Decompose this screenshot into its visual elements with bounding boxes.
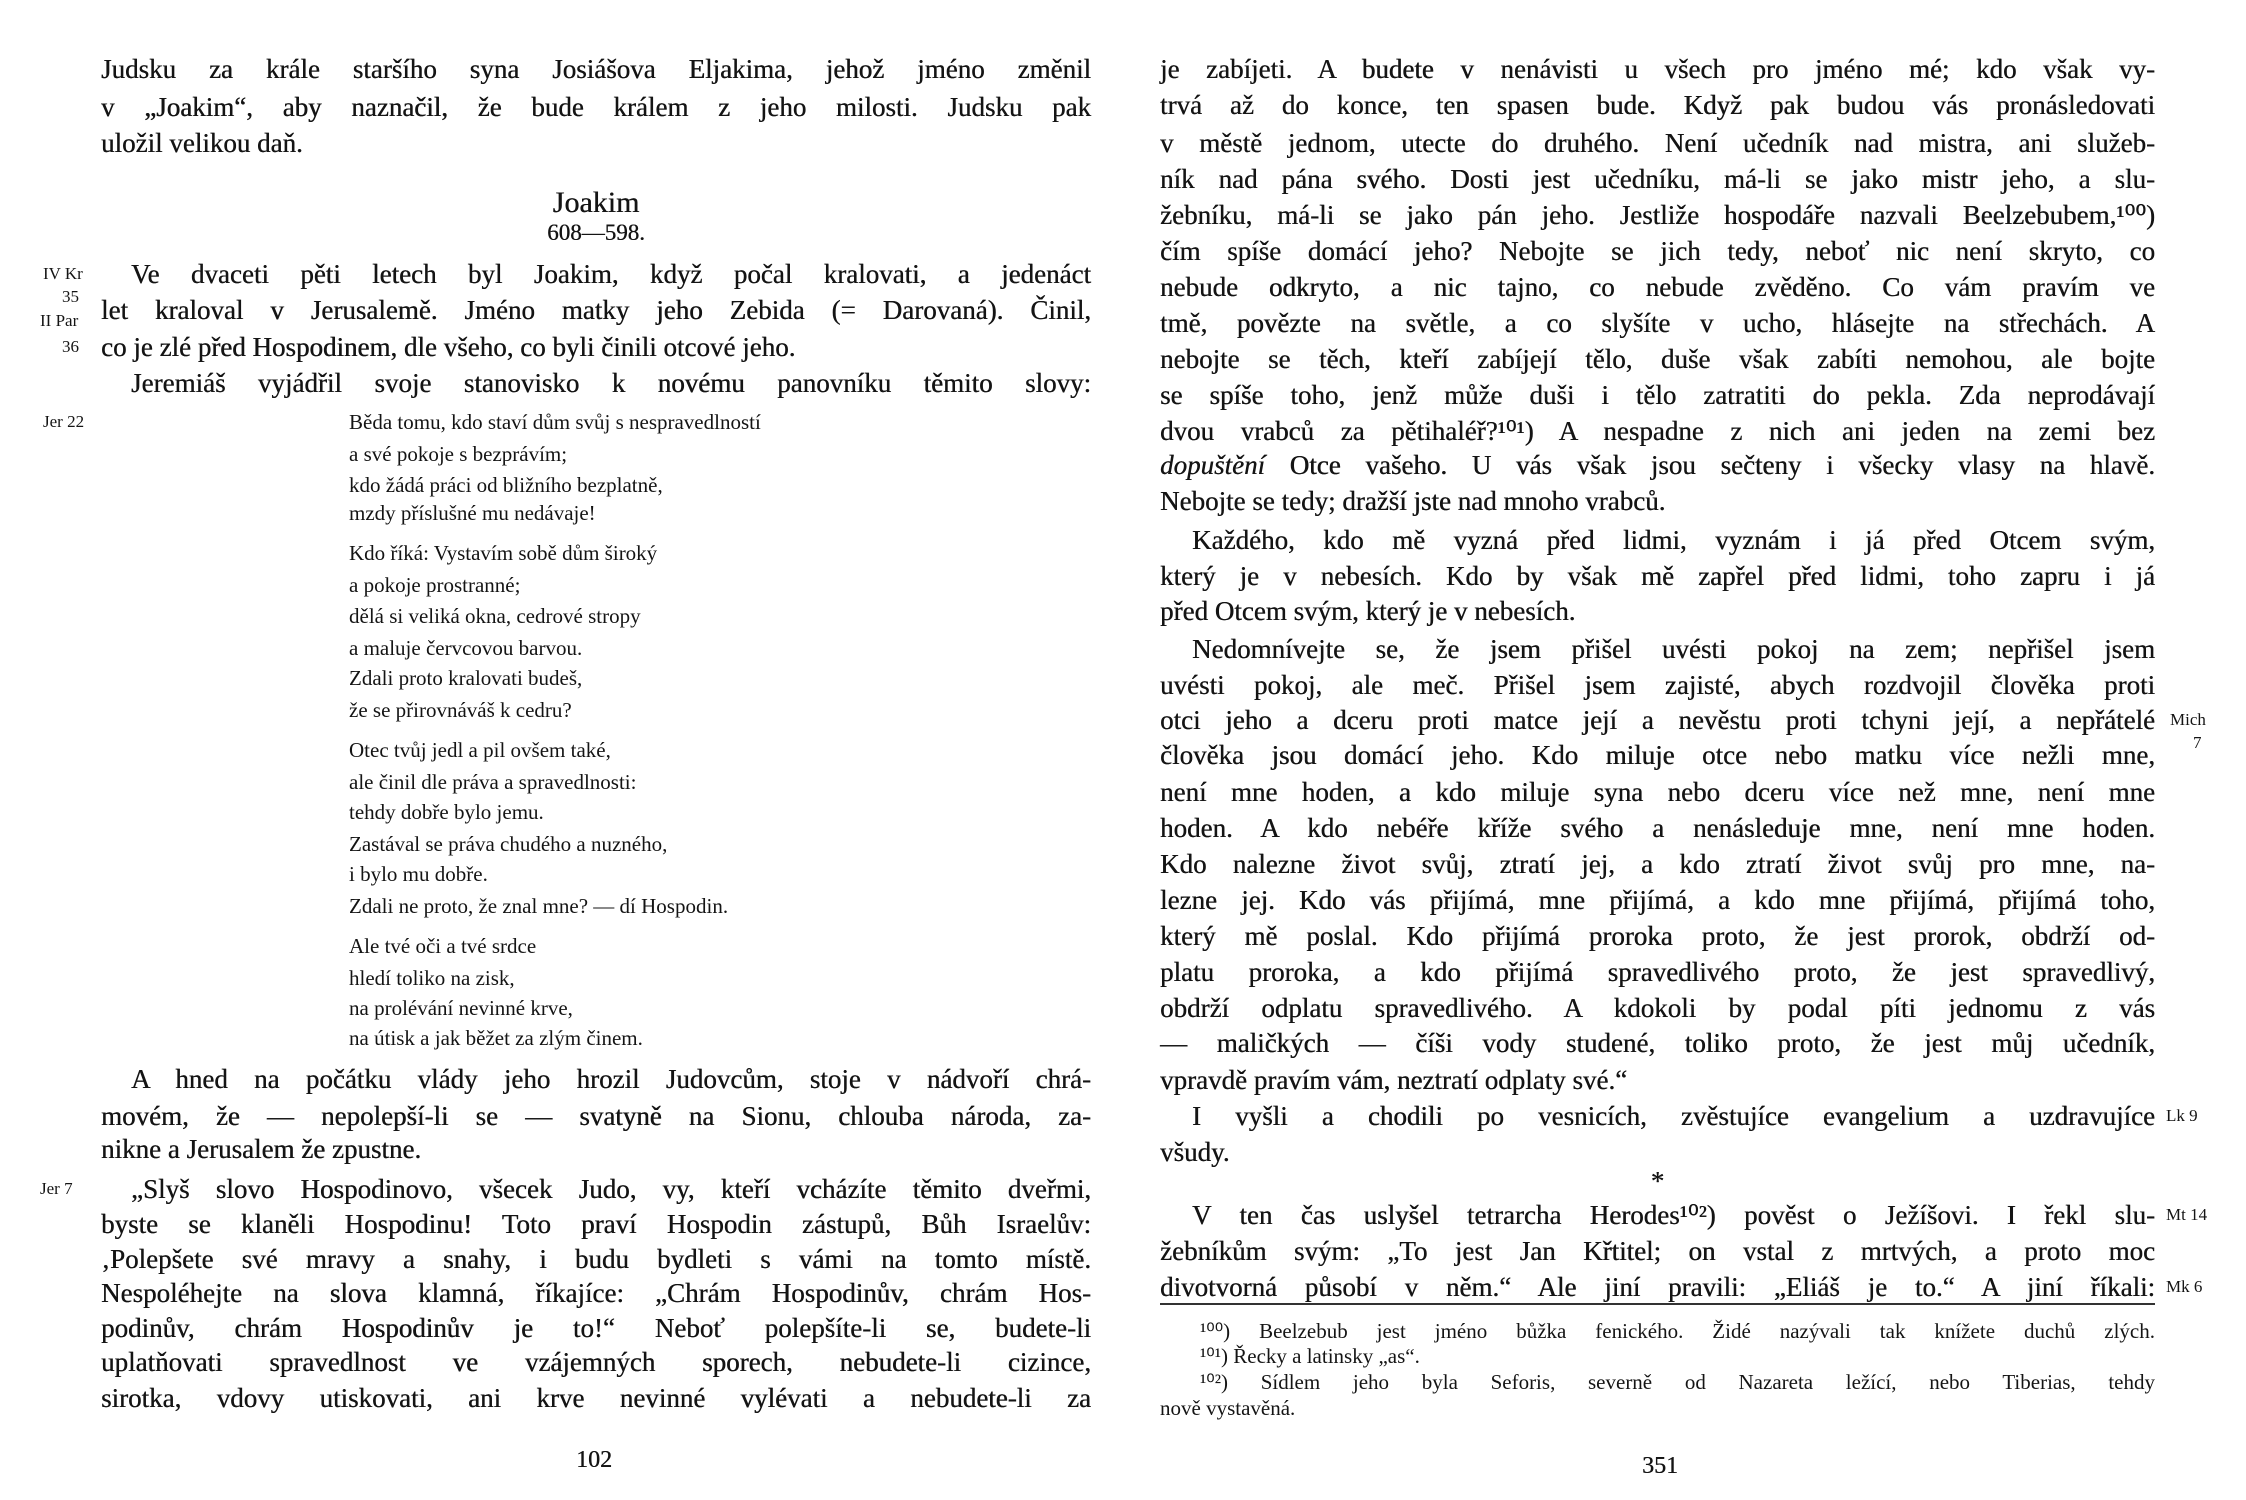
poem-line: i bylo mu dobře.: [349, 862, 488, 886]
poem-line: a maluje červcovou barvou.: [349, 636, 583, 660]
paragraph-line: nikne a Jerusalem že zpustne.: [101, 1134, 422, 1164]
margin-reference: II Par: [40, 311, 79, 330]
poem-line: mzdy příslušné mu nedávaje!: [349, 501, 596, 525]
poem-line: Zdali ne proto, že znal mne? — dí Hospodin.: [349, 894, 729, 918]
paragraph-line: žebníkům svým: „To jest Jan Křtitel; on vstal z mrtvých, a proto moc: [1160, 1236, 2155, 1266]
paragraph-line: „Slyš slovo Hospodinovo, všecek Judo, vy, kteří vcházíte těmito dveřmi,: [131, 1174, 1091, 1204]
poem-line: ale činil dle práva a spravedlnosti:: [349, 770, 637, 794]
paragraph-line: žebníku, má-li se jako pán jeho. Jestliže hospodáře nazvali Beelzebubem,¹⁰⁰): [1160, 200, 2155, 230]
footnote-divider: [1160, 1303, 2155, 1305]
paragraph-line: nebojte se těch, kteří zabíjejí tělo, duše však zabíti nemohou, ale bojte: [1160, 344, 2155, 374]
paragraph-line: Ve dvaceti pěti letech byl Joakim, když počal kralovati, a jedenáct: [131, 259, 1091, 289]
paragraph-line: se spíše toho, jenž může duši i tělo zatratiti do pekla. Zda neprodávají: [1160, 380, 2155, 410]
poem-line: Kdo říká: Vystavím sobě dům široký: [349, 541, 658, 565]
page-number: 102: [576, 1447, 612, 1473]
paragraph-line: sirotka, vdovy utiskovati, ani krve nevinné vylévati a nebudete-li za: [101, 1383, 1091, 1413]
poem-line: na útisk a jak běžet za zlým činem.: [349, 1026, 643, 1050]
paragraph-line: Jeremiáš vyjádřil svoje stanovisko k novému panovníku těmito slovy:: [131, 368, 1091, 398]
poem-line: hledí toliko na zisk,: [349, 966, 515, 990]
poem-line: a své pokoje s bezprávím;: [349, 442, 568, 466]
paragraph-line: člověka jsou domácí jeho. Kdo miluje otce nebo matku více nežli mne,: [1160, 740, 2155, 770]
paragraph-line: obdrží odplatu spravedlivého. A kdokoli by podal píti jednomu z vás: [1160, 993, 2155, 1023]
margin-reference: 7: [2193, 733, 2202, 752]
poem-line: dělá si veliká okna, cedrové stropy: [349, 604, 641, 628]
margin-reference: Jer 22: [43, 412, 85, 431]
poem-line: Otec tvůj jedl a pil ovšem také,: [349, 738, 611, 762]
paragraph-line: V ten čas uslyšel tetrarcha Herodes¹⁰²) pověst o Ježíšovi. I řekl slu-: [1192, 1200, 2155, 1230]
paragraph-line: v městě jednom, utecte do druhého. Není učedník nad mistra, ani služeb-: [1160, 128, 2155, 158]
section-dates: 608—598.: [547, 220, 645, 245]
section-heading: Joakim: [552, 186, 640, 219]
margin-reference: Mich: [2170, 710, 2206, 729]
paragraph-line: nebude odkryto, a nic tajno, co nebude zvěděno. Co vám pravím ve: [1160, 272, 2155, 302]
paragraph-line: podinův, chrám Hospodinův je to!“ Neboť polepšíte-li se, budete-li: [101, 1313, 1091, 1343]
paragraph-line: není mne hoden, a kdo miluje syna nebo dceru více než mne, není mne: [1160, 777, 2155, 807]
poem-line: na prolévání nevinné krve,: [349, 996, 573, 1020]
paragraph-line: divotvorná působí v něm.“ Ale jiní pravili: „Eliáš je to.“ A jiní říkali:: [1160, 1272, 2155, 1302]
paragraph-line: platu proroka, a kdo přijímá spravedlivého proto, že jest spravedlivý,: [1160, 957, 2155, 987]
paragraph-line: movém, že — nepolepší-li se — svatyně na Sionu, chlouba národa, za-: [101, 1101, 1091, 1131]
margin-reference: Mt 14: [2166, 1205, 2208, 1224]
margin-reference: IV Kr: [43, 264, 83, 283]
paragraph-line: je zabíjeti. A budete v nenávisti u všech pro jméno mé; kdo však vy-: [1160, 54, 2155, 84]
paragraph-line: uplatňovati spravedlnost ve vzájemných sporech, nebudete-li cizince,: [101, 1347, 1091, 1377]
footnote-line: ¹⁰¹) Řecky a latinsky „as“.: [1200, 1344, 1420, 1368]
right-page: [1123, 0, 2246, 1500]
poem-line: Zdali proto kralovati budeš,: [349, 666, 583, 690]
paragraph-line: hoden. A kdo nebéře kříže svého a nenásleduje mne, není mne hoden.: [1160, 813, 2155, 843]
poem-line: Běda tomu, kdo staví dům svůj s nespravedlností: [349, 410, 761, 434]
paragraph-line: let kraloval v Jerusalemě. Jméno matky jeho Zebida (= Darovaná). Činil,: [101, 295, 1091, 325]
paragraph-line: všudy.: [1160, 1137, 1230, 1167]
paragraph-line: vpravdě pravím vám, neztratí odplaty své.“: [1160, 1065, 1628, 1095]
paragraph-line: Nedomnívejte se, že jsem přišel uvésti pokoj na zem; nepřišel jsem: [1192, 634, 2155, 664]
paragraph-line: Nebojte se tedy; dražší jste nad mnoho vrabců.: [1160, 486, 1666, 516]
line-text: Otce vašeho. U vás však jsou sečteny i všecky vlasy na hlavě.: [1265, 450, 2155, 480]
poem-line: Ale tvé oči a tvé srdce: [349, 934, 537, 958]
paragraph-line: ‚Polepšete své mravy a snahy, i budu bydleti s vámi na tomto místě.: [101, 1244, 1091, 1274]
margin-reference: Jer 7: [40, 1179, 73, 1198]
emphasized-word: dopuštění: [1160, 450, 1265, 480]
paragraph-line: [1160, 448, 2155, 482]
paragraph-line: tmě, povězte na světle, a co slyšíte v ucho, hlásejte na střechách. A: [1160, 308, 2155, 338]
paragraph-line: co je zlé před Hospodinem, dle všeho, co byli činili otcové jeho.: [101, 332, 796, 362]
margin-reference: Lk 9: [2166, 1106, 2198, 1125]
paragraph-line: trvá až do konce, ten spasen bude. Když pak budou vás pronásledovati: [1160, 90, 2155, 120]
paragraph-line: Kdo nalezne život svůj, ztratí jej, a kdo ztratí život svůj pro mne, na-: [1160, 849, 2155, 879]
footnote-line: nově vystavěná.: [1160, 1396, 1296, 1420]
paragraph-line: lezne jej. Kdo vás přijímá, mne přijímá, a kdo mne přijímá, přijímá toho,: [1160, 885, 2155, 915]
margin-reference: 35: [62, 287, 79, 306]
paragraph-line: — maličkých — číši vody studené, toliko proto, že jest můj učedník,: [1160, 1028, 2155, 1058]
paragraph-line: uložil velikou daň.: [101, 128, 303, 158]
paragraph-line: uvésti pokoj, ale meč. Přišel jsem zajisté, abych rozdvojil člověka proti: [1160, 670, 2155, 700]
section-separator: *: [1650, 1166, 1665, 1196]
paragraph-line: A hned na počátku vlády jeho hrozil Judovcům, stoje v nádvoří chrá-: [131, 1064, 1091, 1094]
margin-reference: Mk 6: [2166, 1277, 2203, 1296]
margin-reference: 36: [62, 337, 79, 356]
poem-line: a pokoje prostranné;: [349, 573, 521, 597]
paragraph-line: Judsku za krále staršího syna Josiášova Eljakima, jehož jméno změnil: [101, 54, 1091, 84]
paragraph-line: před Otcem svým, který je v nebesích.: [1160, 596, 1576, 626]
poem-line: Zastával se práva chudého a nuzného,: [349, 832, 668, 856]
paragraph-line: Každého, kdo mě vyzná před lidmi, vyznám i já před Otcem svým,: [1192, 525, 2155, 555]
paragraph-line: dvou vrabců za pětihaléř?¹⁰¹) A nespadne z nich ani jeden na zemi bez: [1160, 416, 2155, 446]
paragraph-line: který je v nebesích. Kdo by však mě zapřel před lidmi, toho zapru i já: [1160, 561, 2155, 591]
paragraph-line: byste se klaněli Hospodinu! Toto praví Hospodin zástupů, Bůh Israelův:: [101, 1209, 1091, 1239]
poem-line: tehdy dobře bylo jemu.: [349, 800, 544, 824]
footnote-line: ¹⁰²) Sídlem jeho byla Seforis, severně od Nazareta ležící, nebo Tiberias, tehdy: [1200, 1370, 2155, 1394]
paragraph-line: otci jeho a dceru proti matce její a nevěstu proti tchyni její, a nepřátelé: [1160, 705, 2155, 735]
poem-line: kdo žádá práci od bližního bezplatně,: [349, 473, 663, 497]
paragraph-line: I vyšli a chodili po vesnicích, zvěstujíce evangelium a uzdravujíce: [1192, 1101, 2155, 1131]
paragraph-line: čím spíše domácí jeho? Nebojte se jich tedy, neboť nic není skryto, co: [1160, 236, 2155, 266]
paragraph-line: v „Joakim“, aby naznačil, že bude králem z jeho milosti. Judsku pak: [101, 92, 1091, 122]
poem-line: že se přirovnáváš k cedru?: [349, 698, 572, 722]
page-number: 351: [1642, 1453, 1678, 1479]
paragraph-line: ník nad pána svého. Dosti jest učedníku, má-li se jako mistr jeho, a slu-: [1160, 164, 2155, 194]
paragraph-line: Nespoléhejte na slova klamná, říkajíce: „Chrám Hospodinův, chrám Hos-: [101, 1278, 1091, 1308]
footnote-line: ¹⁰⁰) Beelzebub jest jméno bůžka fenického. Židé nazývali tak knížete duchů zlých.: [1200, 1319, 2155, 1343]
paragraph-line: který mě poslal. Kdo přijímá proroka proto, že jest prorok, obdrží od-: [1160, 921, 2155, 951]
